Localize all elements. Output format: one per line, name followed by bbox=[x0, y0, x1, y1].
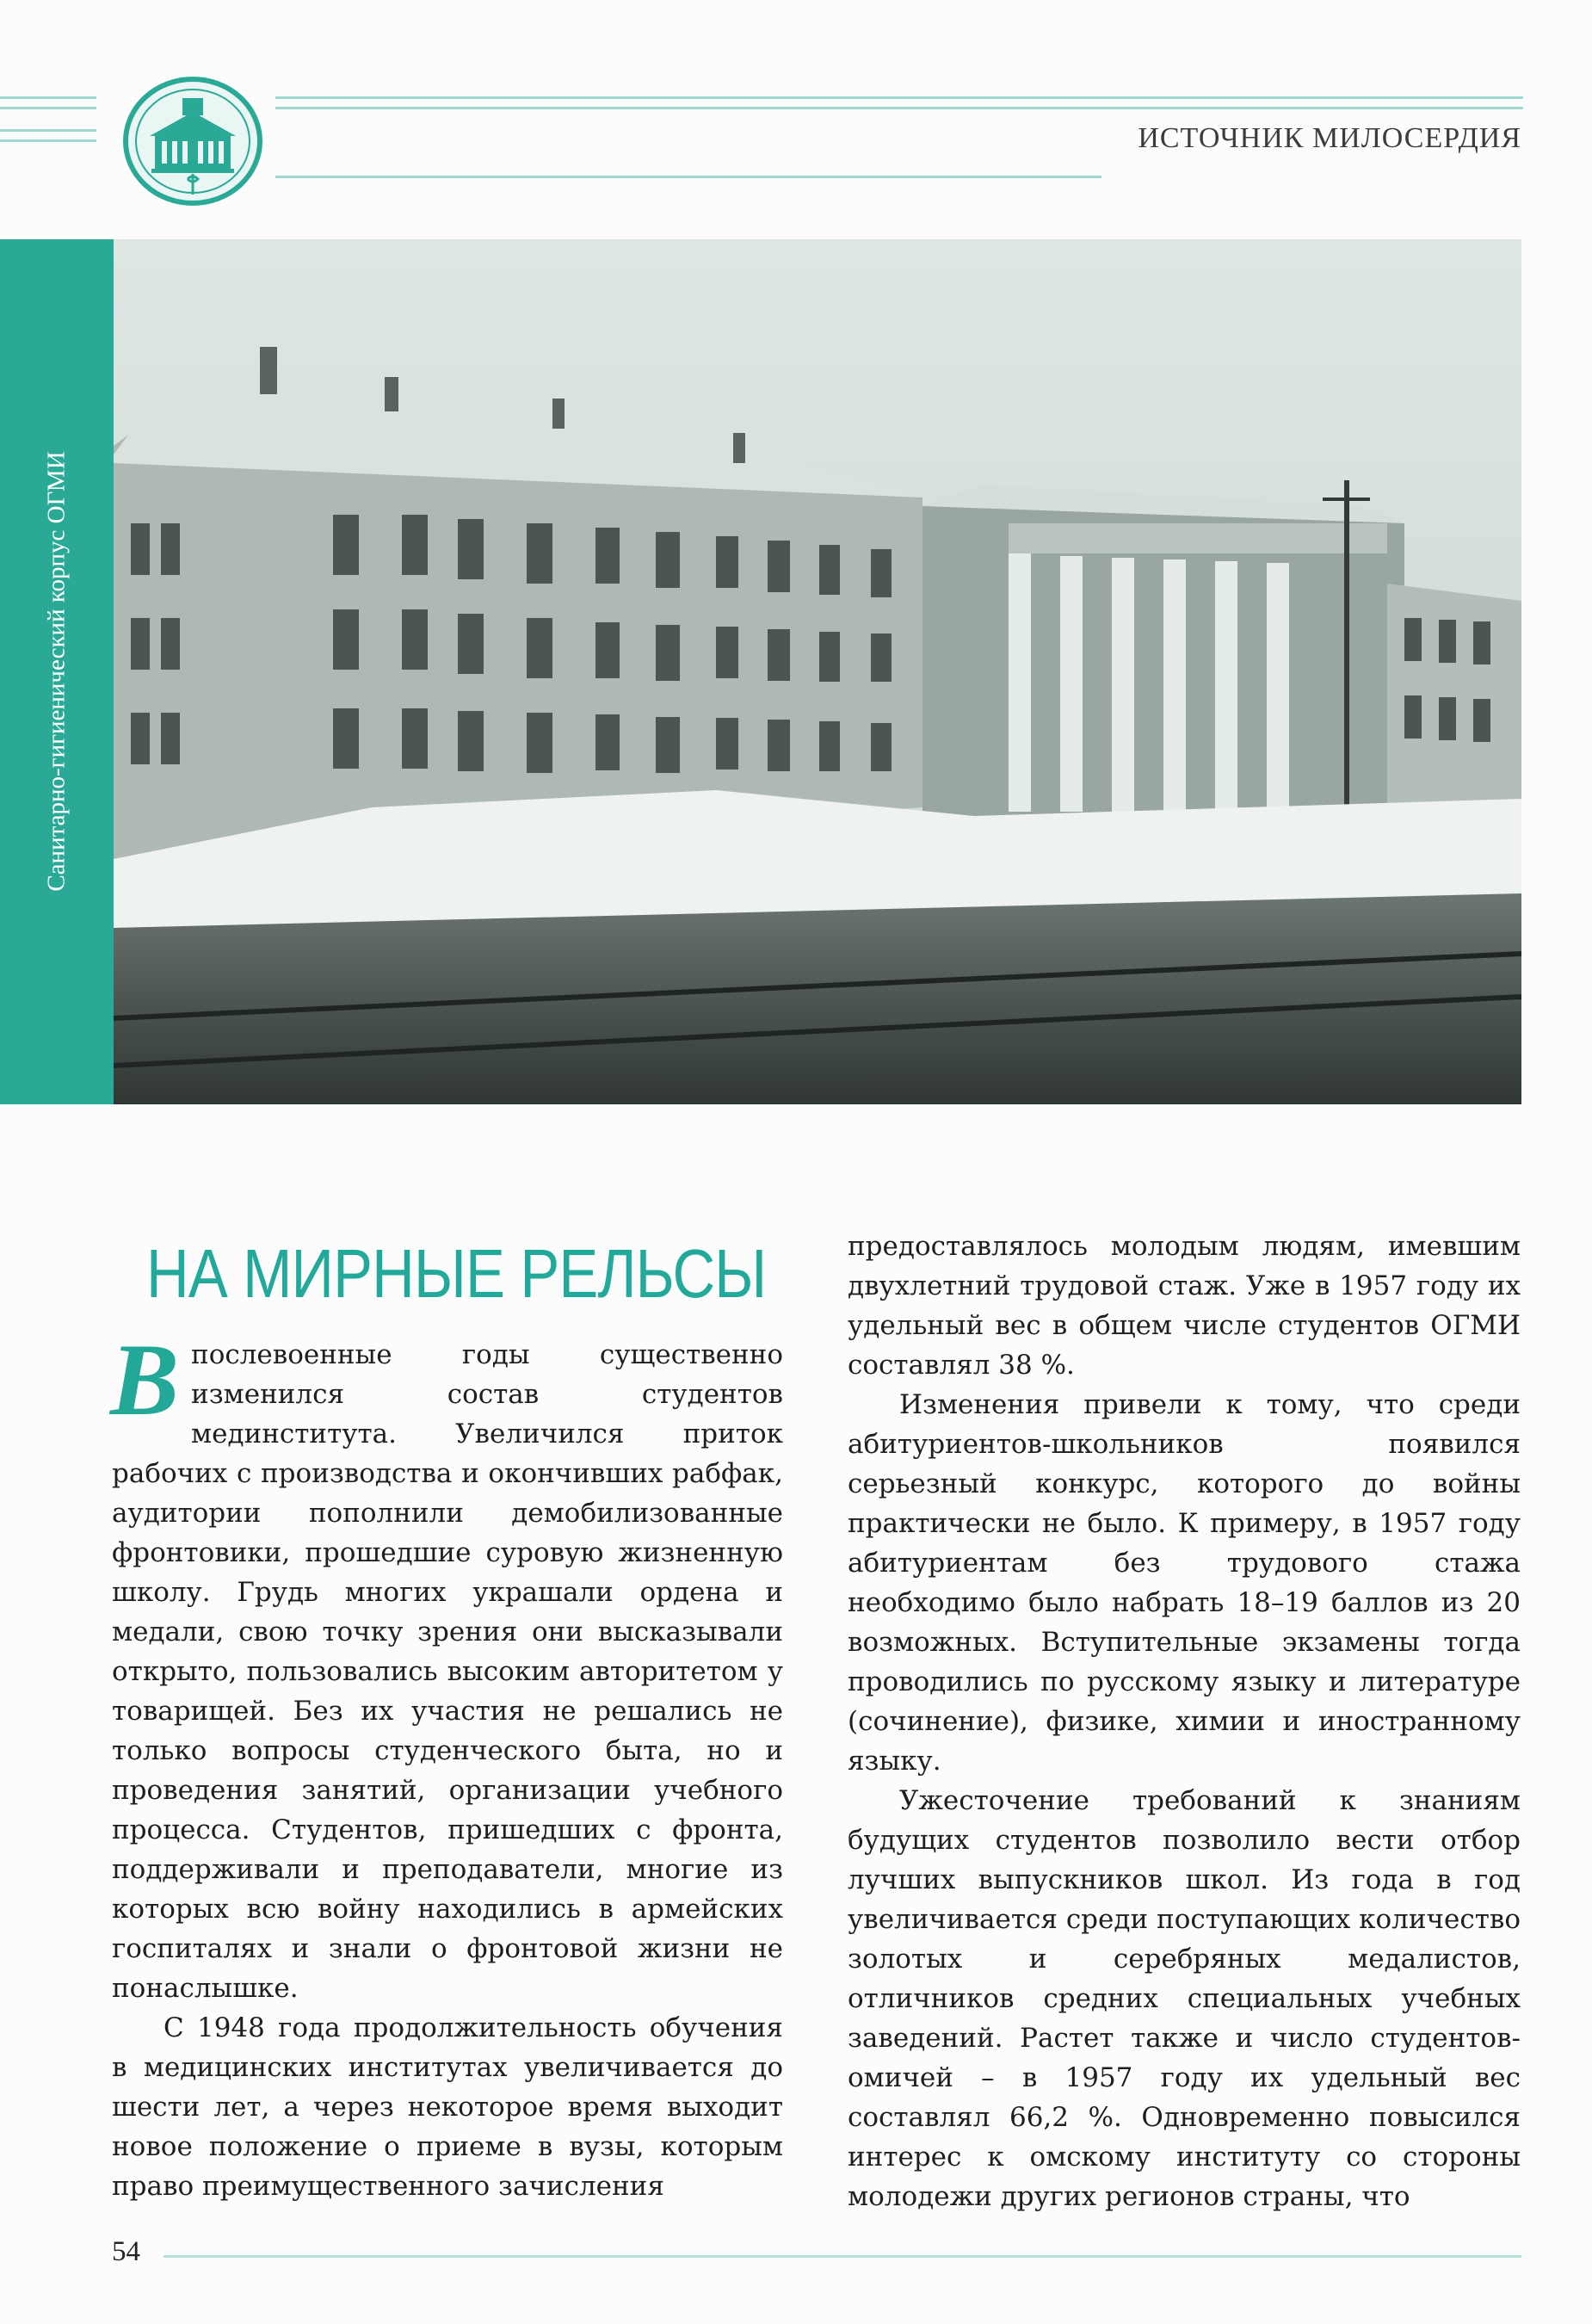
header-rule-left-2 bbox=[0, 107, 96, 109]
article-paragraph: Изменения привели к тому, что среди абитуриентов-школьников появился серьезный конкурс, которого до войны практически не было. К примеру, в 1957 году абитуриентам без трудового стажа необходимо было набрать 18–19 баллов из 20 возможных. Вступительные экзамены тогда проводились по русскому языку и литературе (сочинение), физике, химии и иностранному языку. bbox=[848, 1389, 1521, 1777]
header-rule-right-2 bbox=[275, 107, 1523, 109]
article-title: НА МИРНЫЕ РЕЛЬСЫ bbox=[146, 1235, 767, 1312]
institute-emblem-icon bbox=[120, 74, 265, 208]
header-rule-right-1 bbox=[275, 96, 1523, 99]
header-rule-left-3 bbox=[0, 129, 96, 132]
paragraph-text: послевоенные годы существенно изменился состав студентов мединститута. Увеличился приток рабочих с производства и окончивших рабфак, аудитории пополнили демобилизованные фронтовики, прошедшие суровую жизненную школу. Грудь многих украшали ордена и медали, свою точку зрения они высказывали открыто, пользовались высоким авторитетом у товарищей. Без их участия не решались не только вопросы студенческого быта, но и проведения занятий, организации учебного процесса. Студентов, пришедших с фронта, поддерживали и преподаватели, многие из которых всю войну находились в армейских госпиталях и знали о фронтовой жизни не понаслышке. bbox=[112, 1339, 783, 2004]
page-number: 54 bbox=[112, 2236, 140, 2267]
article-paragraph: Ужесточение требований к знаниям будущих студентов позволило вести отбор лучших выпускников школ. Из года в год увеличивается среди поступающих количество золотых и серебряных медалистов, отличников средних специальных учебных заведений. Растет также и число студентов-омичей – в 1957 году их удельный вес составлял 66,2 %. Одновременно повысился интерес к омскому институту со стороны молодежи других регионов страны, что bbox=[848, 1785, 1521, 2212]
article-paragraph: предоставлялось молодым людям, имевшим двухлетний трудовой стаж. Уже в 1957 году их удельный вес в общем числе студентов ОГМИ составлял 38 %. bbox=[848, 1231, 1521, 1381]
article-paragraph bbox=[110, 1322, 783, 2008]
article-column-right bbox=[848, 1227, 1521, 2216]
side-band-caption: Санитарно-гигиенический корпус ОГМИ bbox=[42, 451, 71, 892]
article-paragraph: С 1948 года продолжительность обучения в медицинских институтах увеличивается до шести лет, а через некоторое время выходит новое положение о приеме в вузы, которым право преимущественного зачисления bbox=[112, 2012, 783, 2202]
article-column-left bbox=[110, 1322, 783, 2206]
drop-cap: В bbox=[110, 1322, 180, 1437]
header-rule-right-3 bbox=[275, 176, 1101, 178]
building-photo bbox=[114, 239, 1521, 1104]
footer-rule bbox=[164, 2255, 1521, 2258]
header-rule-left-4 bbox=[0, 139, 96, 142]
header-rule-left-1 bbox=[0, 96, 96, 99]
running-title: ИСТОЧНИК МИЛОСЕРДИЯ bbox=[1138, 122, 1521, 154]
